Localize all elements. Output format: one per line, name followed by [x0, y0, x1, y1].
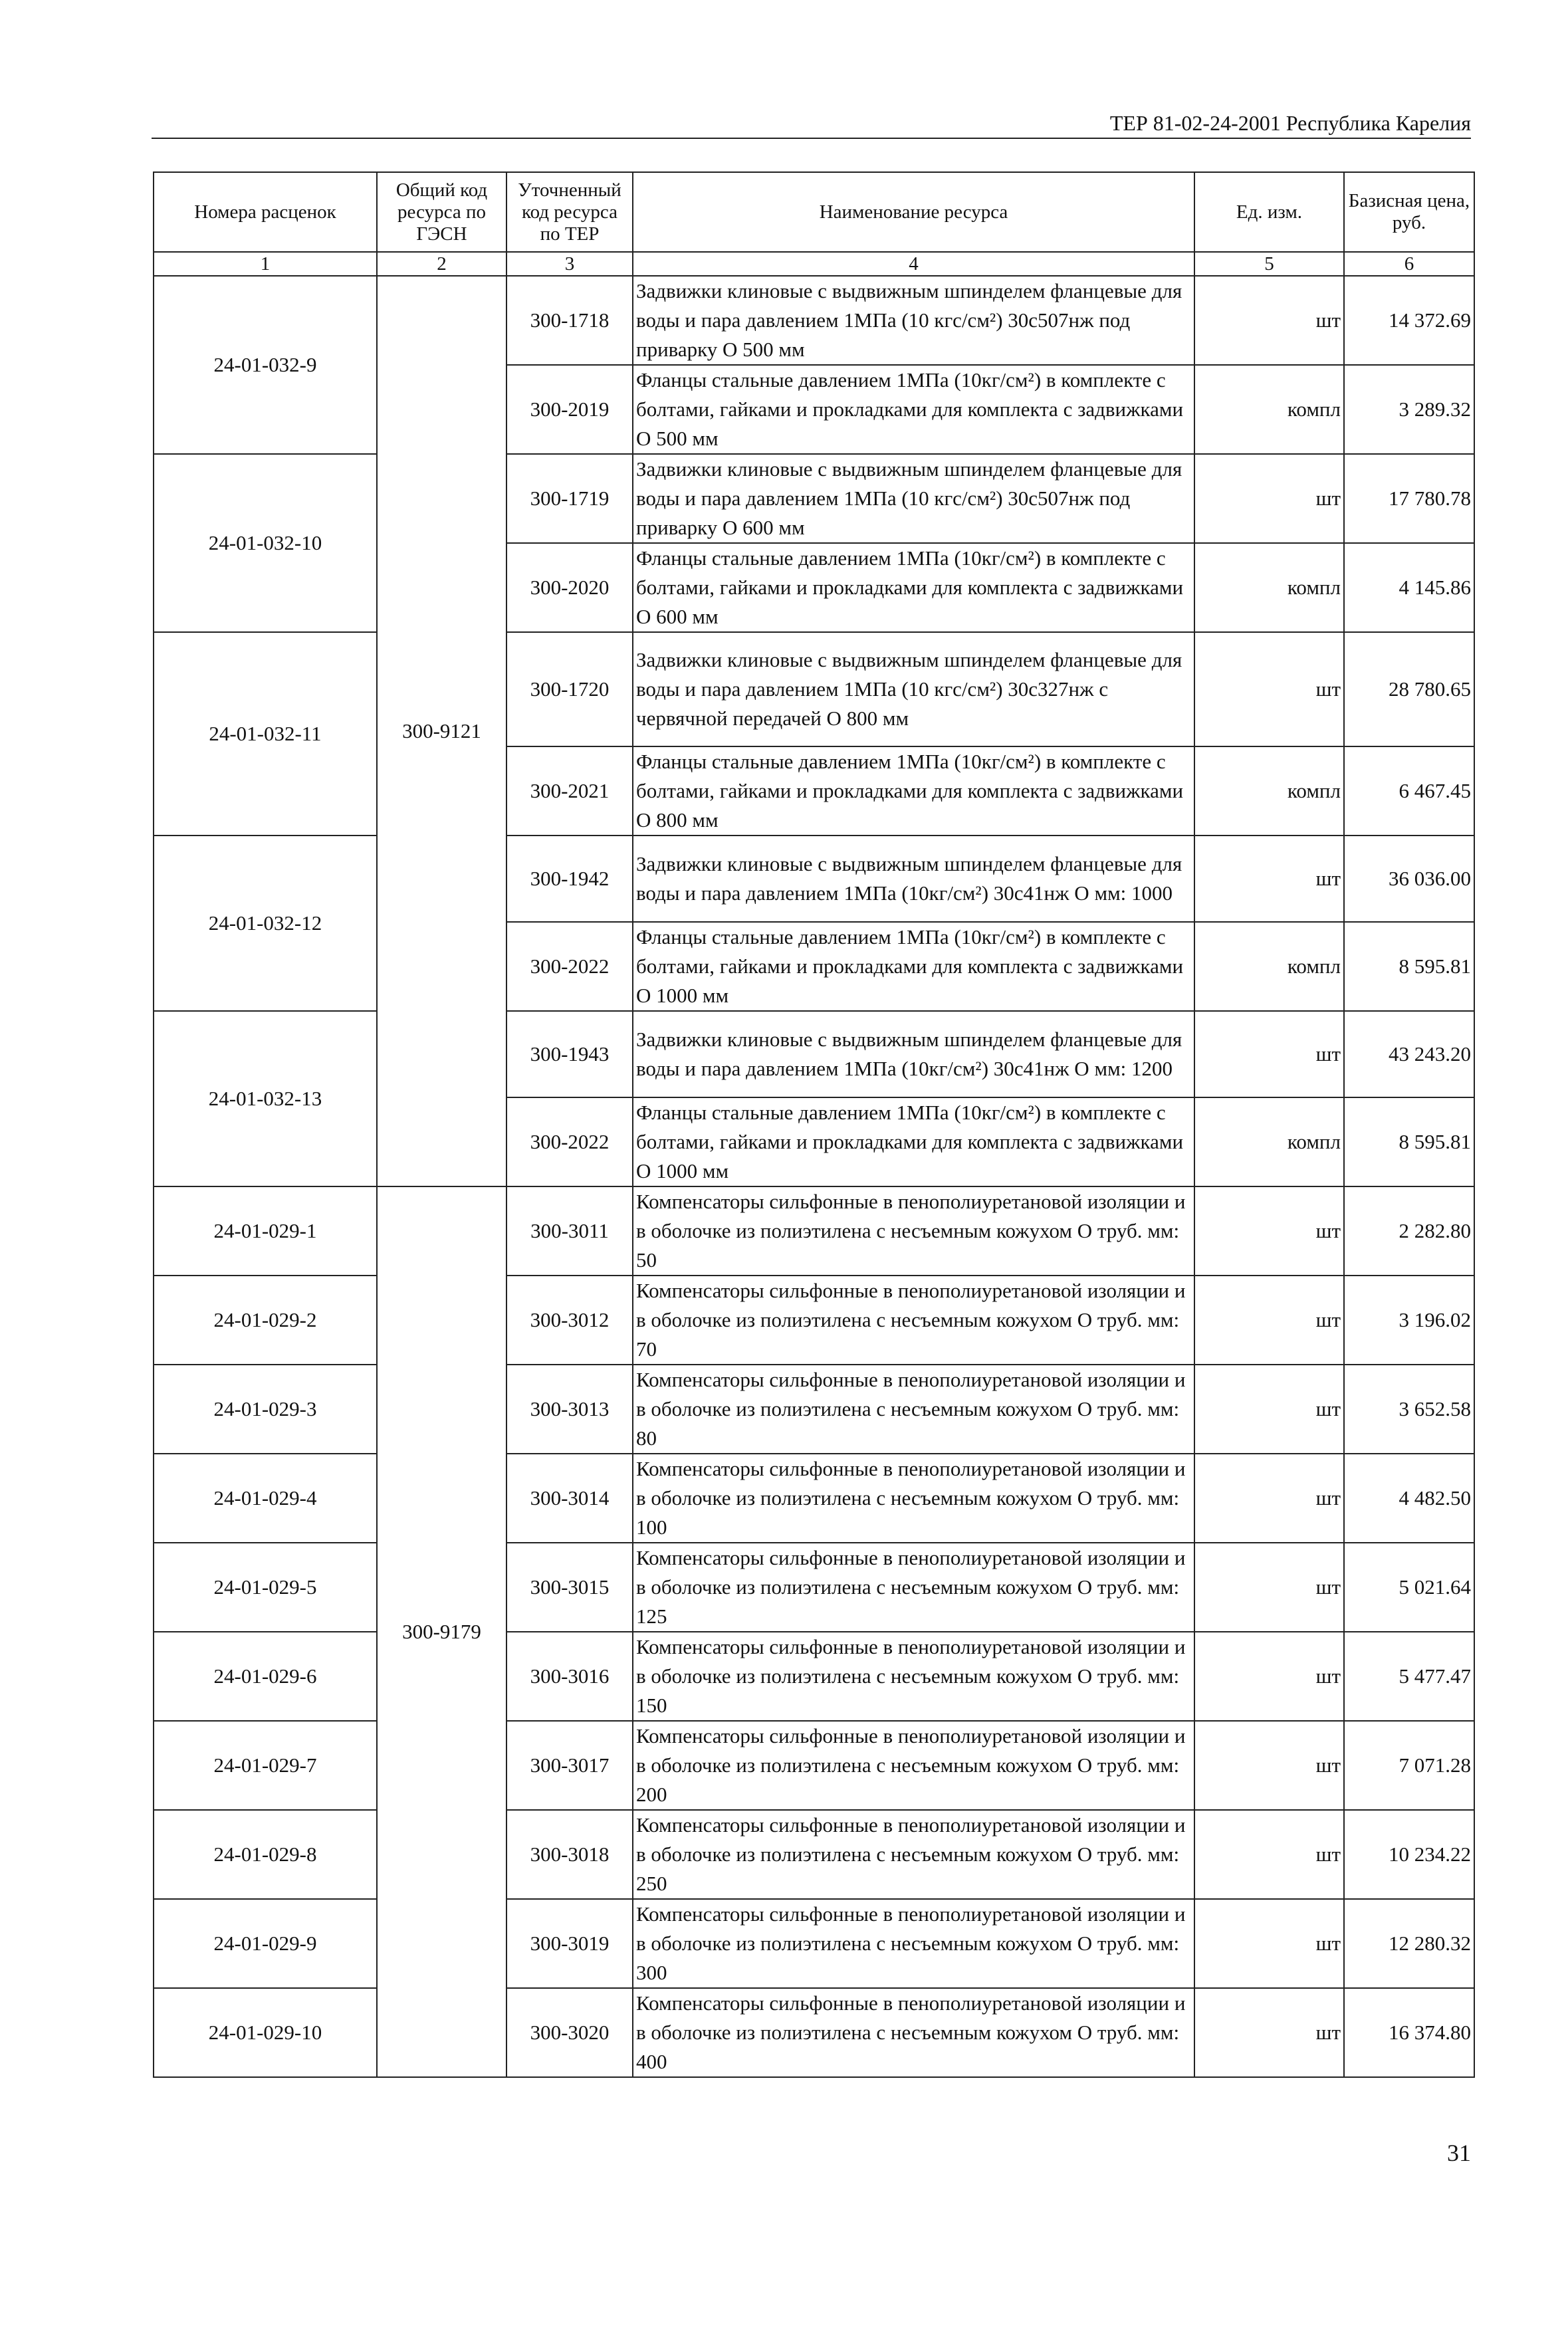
resource-name: Компенсаторы сильфонные в пенополиуретановой изоляции и в оболочке из полиэтилена с несъемным кожухом О труб. мм: 200	[633, 1721, 1194, 1810]
price: 3 652.58	[1344, 1365, 1474, 1454]
price: 36 036.00	[1344, 836, 1474, 922]
price: 3 289.32	[1344, 365, 1474, 454]
table-row	[154, 1543, 1474, 1632]
resource-name: Фланцы стальные давлением 1МПа (10кг/см²) в комплекте с болтами, гайками и прокладками для комплекта с задвижками О 800 мм	[633, 746, 1194, 836]
price: 43 243.20	[1344, 1011, 1474, 1097]
table-row	[154, 1454, 1474, 1543]
resource-table	[153, 171, 1475, 2078]
ter-code: 300-3013	[506, 1365, 633, 1454]
table-row	[154, 1810, 1474, 1899]
price: 2 282.80	[1344, 1186, 1474, 1276]
header-price: Базисная цена, руб.	[1344, 172, 1474, 252]
price: 5 477.47	[1344, 1632, 1474, 1721]
ter-code: 300-3015	[506, 1543, 633, 1632]
price: 17 780.78	[1344, 454, 1474, 543]
table-row	[154, 1899, 1474, 1988]
table-row	[154, 1186, 1474, 1276]
ter-code: 300-1718	[506, 276, 633, 365]
col-index: 2	[377, 252, 506, 276]
price: 10 234.22	[1344, 1810, 1474, 1899]
rate-number: 24-01-032-10	[154, 454, 377, 632]
col-index: 3	[506, 252, 633, 276]
rate-number: 24-01-032-11	[154, 632, 377, 836]
resource-name: Компенсаторы сильфонные в пенополиуретановой изоляции и в оболочке из полиэтилена с несъемным кожухом О труб. мм: 300	[633, 1899, 1194, 1988]
unit: шт	[1194, 1721, 1344, 1810]
resource-name: Задвижки клиновые с выдвижным шпинделем фланцевые для воды и пара давлением 1МПа (10 кгс/см²) 30с507нж под приварку О 600 мм	[633, 454, 1194, 543]
rate-number: 24-01-029-3	[154, 1365, 377, 1454]
unit: шт	[1194, 1632, 1344, 1721]
unit: шт	[1194, 1186, 1344, 1276]
gesn-code: 300-9121	[377, 276, 506, 1186]
ter-code: 300-3016	[506, 1632, 633, 1721]
resource-name: Компенсаторы сильфонные в пенополиуретановой изоляции и в оболочке из полиэтилена с несъемным кожухом О труб. мм: 150	[633, 1632, 1194, 1721]
rate-number: 24-01-029-6	[154, 1632, 377, 1721]
unit: компл	[1194, 746, 1344, 836]
rate-number: 24-01-032-9	[154, 276, 377, 454]
unit: шт	[1194, 1011, 1344, 1097]
ter-code: 300-1720	[506, 632, 633, 746]
resource-name: Компенсаторы сильфонные в пенополиуретановой изоляции и в оболочке из полиэтилена с несъемным кожухом О труб. мм: 80	[633, 1365, 1194, 1454]
rate-number: 24-01-029-4	[154, 1454, 377, 1543]
price: 8 595.81	[1344, 1097, 1474, 1186]
rate-number: 24-01-029-1	[154, 1186, 377, 1276]
header-gesn: Общий код ресурса по ГЭСН	[377, 172, 506, 252]
ter-code: 300-3020	[506, 1988, 633, 2077]
ter-code: 300-3017	[506, 1721, 633, 1810]
header-ter: Уточненный код ресурса по ТЕР	[506, 172, 633, 252]
resource-name: Фланцы стальные давлением 1МПа (10кг/см²) в комплекте с болтами, гайками и прокладками для комплекта с задвижками О 600 мм	[633, 543, 1194, 632]
resource-name: Компенсаторы сильфонные в пенополиуретановой изоляции и в оболочке из полиэтилена с несъемным кожухом О труб. мм: 70	[633, 1276, 1194, 1365]
price: 5 021.64	[1344, 1543, 1474, 1632]
resource-name: Задвижки клиновые с выдвижным шпинделем фланцевые для воды и пара давлением 1МПа (10кг/см²) 30с41нж О мм: 1200	[633, 1011, 1194, 1097]
price: 3 196.02	[1344, 1276, 1474, 1365]
price: 12 280.32	[1344, 1899, 1474, 1988]
col-index: 4	[633, 252, 1194, 276]
table-row	[154, 1365, 1474, 1454]
unit: шт	[1194, 1543, 1344, 1632]
unit: компл	[1194, 365, 1344, 454]
price: 8 595.81	[1344, 922, 1474, 1011]
unit: шт	[1194, 1899, 1344, 1988]
resource-name: Компенсаторы сильфонные в пенополиуретановой изоляции и в оболочке из полиэтилена с несъемным кожухом О труб. мм: 250	[633, 1810, 1194, 1899]
price: 14 372.69	[1344, 276, 1474, 365]
header-name: Наименование ресурса	[633, 172, 1194, 252]
column-index-row	[154, 252, 1474, 276]
resource-name: Фланцы стальные давлением 1МПа (10кг/см²) в комплекте с болтами, гайками и прокладками для комплекта с задвижками О 500 мм	[633, 365, 1194, 454]
table-row	[154, 1988, 1474, 2077]
ter-code: 300-3012	[506, 1276, 633, 1365]
table-row	[154, 1276, 1474, 1365]
price: 7 071.28	[1344, 1721, 1474, 1810]
unit: шт	[1194, 836, 1344, 922]
rate-number: 24-01-029-5	[154, 1543, 377, 1632]
rate-number: 24-01-032-12	[154, 836, 377, 1011]
gesn-code: 300-9179	[377, 1186, 506, 2077]
running-title: ТЕР 81-02-24-2001 Республика Карелия	[1109, 111, 1471, 135]
ter-code: 300-1942	[506, 836, 633, 922]
table-row	[154, 632, 1474, 746]
unit: шт	[1194, 276, 1344, 365]
price: 4 145.86	[1344, 543, 1474, 632]
price: 4 482.50	[1344, 1454, 1474, 1543]
unit: шт	[1194, 632, 1344, 746]
table-row	[154, 836, 1474, 922]
ter-code: 300-2022	[506, 922, 633, 1011]
ter-code: 300-3018	[506, 1810, 633, 1899]
ter-code: 300-2020	[506, 543, 633, 632]
table-row	[154, 1721, 1474, 1810]
price: 16 374.80	[1344, 1988, 1474, 2077]
unit: шт	[1194, 1365, 1344, 1454]
ter-code: 300-2022	[506, 1097, 633, 1186]
unit: компл	[1194, 922, 1344, 1011]
table-row	[154, 454, 1474, 543]
ter-code: 300-2021	[506, 746, 633, 836]
resource-name: Фланцы стальные давлением 1МПа (10кг/см²) в комплекте с болтами, гайками и прокладками для комплекта с задвижками О 1000 мм	[633, 1097, 1194, 1186]
unit: шт	[1194, 1454, 1344, 1543]
resource-name: Компенсаторы сильфонные в пенополиуретановой изоляции и в оболочке из полиэтилена с несъемным кожухом О труб. мм: 125	[633, 1543, 1194, 1632]
table-row	[154, 1632, 1474, 1721]
price: 6 467.45	[1344, 746, 1474, 836]
resource-name: Задвижки клиновые с выдвижным шпинделем фланцевые для воды и пара давлением 1МПа (10 кгс/см²) 30с507нж под приварку О 500 мм	[633, 276, 1194, 365]
header-unit: Ед. изм.	[1194, 172, 1344, 252]
unit: компл	[1194, 1097, 1344, 1186]
unit: шт	[1194, 1810, 1344, 1899]
resource-name: Компенсаторы сильфонные в пенополиуретановой изоляции и в оболочке из полиэтилена с несъемным кожухом О труб. мм: 400	[633, 1988, 1194, 2077]
price: 28 780.65	[1344, 632, 1474, 746]
header-num: Номера расценок	[154, 172, 377, 252]
resource-name: Задвижки клиновые с выдвижным шпинделем фланцевые для воды и пара давлением 1МПа (10кг/см²) 30с41нж О мм: 1000	[633, 836, 1194, 922]
resource-name: Компенсаторы сильфонные в пенополиуретановой изоляции и в оболочке из полиэтилена с несъемным кожухом О труб. мм: 50	[633, 1186, 1194, 1276]
ter-code: 300-3011	[506, 1186, 633, 1276]
table-row	[154, 276, 1474, 365]
ter-code: 300-3014	[506, 1454, 633, 1543]
rate-number: 24-01-029-8	[154, 1810, 377, 1899]
unit: шт	[1194, 1988, 1344, 2077]
rate-number: 24-01-029-2	[154, 1276, 377, 1365]
ter-code: 300-3019	[506, 1899, 633, 1988]
resource-name: Задвижки клиновые с выдвижным шпинделем фланцевые для воды и пара давлением 1МПа (10 кгс/см²) 30с327нж с червячной передачей О 800 мм	[633, 632, 1194, 746]
col-index: 6	[1344, 252, 1474, 276]
table-row	[154, 1011, 1474, 1097]
table-header-row	[154, 172, 1474, 252]
ter-code: 300-1943	[506, 1011, 633, 1097]
resource-name: Фланцы стальные давлением 1МПа (10кг/см²) в комплекте с болтами, гайками и прокладками для комплекта с задвижками О 1000 мм	[633, 922, 1194, 1011]
rate-number: 24-01-029-10	[154, 1988, 377, 2077]
col-index: 5	[1194, 252, 1344, 276]
unit: шт	[1194, 454, 1344, 543]
ter-code: 300-1719	[506, 454, 633, 543]
header-rule	[152, 138, 1471, 139]
rate-number: 24-01-032-13	[154, 1011, 377, 1186]
resource-name: Компенсаторы сильфонные в пенополиуретановой изоляции и в оболочке из полиэтилена с несъемным кожухом О труб. мм: 100	[633, 1454, 1194, 1543]
unit: шт	[1194, 1276, 1344, 1365]
rate-number: 24-01-029-7	[154, 1721, 377, 1810]
page-number: 31	[1447, 2140, 1471, 2166]
ter-code: 300-2019	[506, 365, 633, 454]
unit: компл	[1194, 543, 1344, 632]
rate-number: 24-01-029-9	[154, 1899, 377, 1988]
col-index: 1	[154, 252, 377, 276]
